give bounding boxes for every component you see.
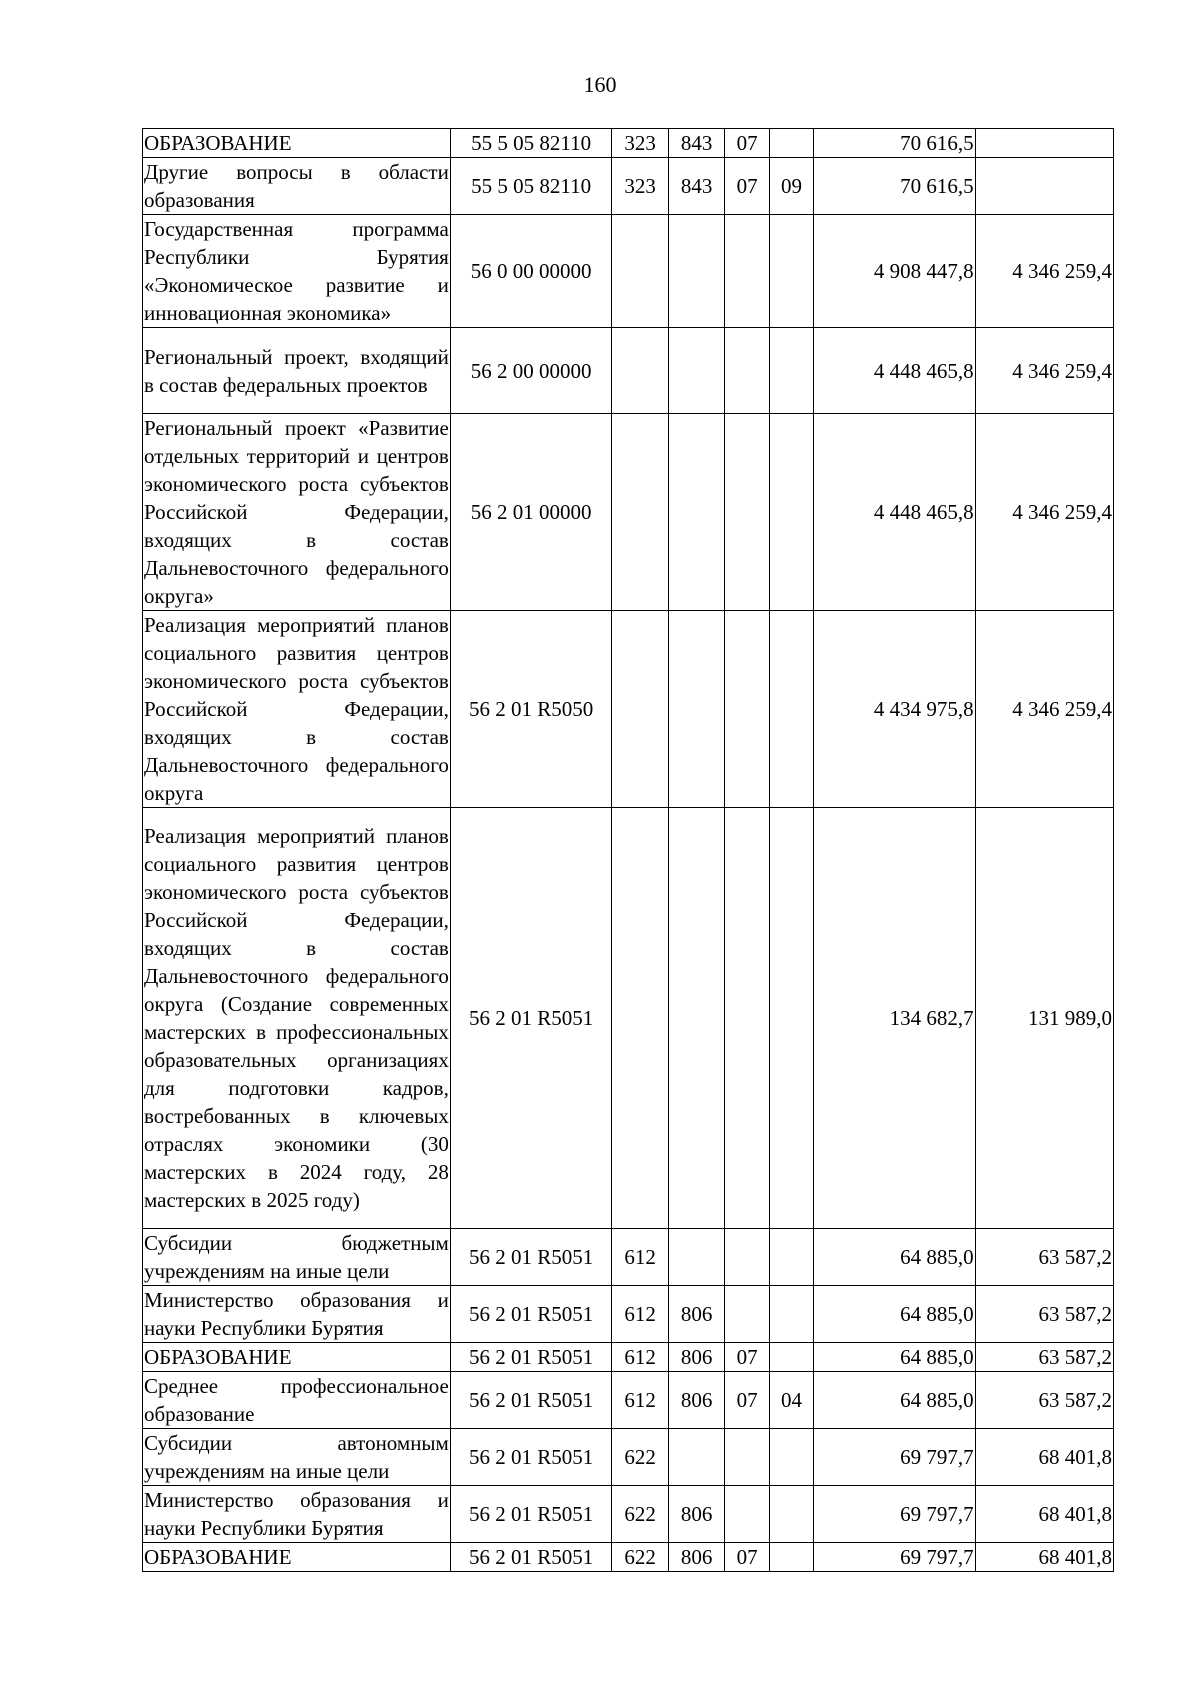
- expense-type-code: [612, 808, 669, 1229]
- subsection-code: [769, 1429, 813, 1486]
- administrator-code: 806: [668, 1343, 725, 1372]
- expense-type-code: 612: [612, 1229, 669, 1286]
- subsection-code: [769, 1543, 813, 1572]
- row-name: Субсидии бюджетным учреждениям на иные цели: [143, 1229, 451, 1286]
- administrator-code: [668, 808, 725, 1229]
- administrator-code: 843: [668, 129, 725, 158]
- target-article-code: 56 2 01 R5051: [450, 808, 611, 1229]
- table-row: [143, 1486, 1114, 1543]
- table-row: [143, 328, 1114, 414]
- target-article-code: 56 2 01 R5051: [450, 1543, 611, 1572]
- target-article-code: 56 2 00 00000: [450, 328, 611, 414]
- amount-year-1: 134 682,7: [814, 808, 975, 1229]
- row-name: ОБРАЗОВАНИЕ: [143, 129, 451, 158]
- amount-year-1: 64 885,0: [814, 1286, 975, 1343]
- table-row: [143, 1543, 1114, 1572]
- amount-year-1: 70 616,5: [814, 158, 975, 215]
- row-name: ОБРАЗОВАНИЕ: [143, 1543, 451, 1572]
- administrator-code: [668, 328, 725, 414]
- amount-year-2: 4 346 259,4: [975, 328, 1113, 414]
- section-code: [725, 1229, 769, 1286]
- administrator-code: 843: [668, 158, 725, 215]
- target-article-code: 56 2 01 R5051: [450, 1429, 611, 1486]
- row-name: Государственная программа Республики Бурятия «Экономическое развитие и инновационная экономика»: [143, 215, 451, 328]
- target-article-code: 56 2 01 R5051: [450, 1343, 611, 1372]
- table-row: [143, 129, 1114, 158]
- page-number: 160: [583, 72, 617, 97]
- subsection-code: [769, 129, 813, 158]
- expense-type-code: [612, 328, 669, 414]
- administrator-code: [668, 1429, 725, 1486]
- administrator-code: [668, 215, 725, 328]
- table-row: [143, 1286, 1114, 1343]
- target-article-code: 55 5 05 82110: [450, 129, 611, 158]
- subsection-code: [769, 1343, 813, 1372]
- subsection-code: [769, 611, 813, 808]
- subsection-code: [769, 328, 813, 414]
- amount-year-1: 4 434 975,8: [814, 611, 975, 808]
- amount-year-2: [975, 129, 1113, 158]
- table-row: [143, 1429, 1114, 1486]
- subsection-code: [769, 1286, 813, 1343]
- expense-type-code: 622: [612, 1486, 669, 1543]
- row-name: Министерство образования и науки Республики Бурятия: [143, 1486, 451, 1543]
- table-row: [143, 158, 1114, 215]
- amount-year-2: 63 587,2: [975, 1372, 1113, 1429]
- amount-year-1: 64 885,0: [814, 1229, 975, 1286]
- target-article-code: 56 2 01 R5051: [450, 1229, 611, 1286]
- section-code: [725, 1486, 769, 1543]
- expense-type-code: 323: [612, 129, 669, 158]
- table-row: [143, 808, 1114, 1229]
- amount-year-1: 4 448 465,8: [814, 414, 975, 611]
- row-name: Региональный проект «Развитие отдельных территорий и центров экономического роста субъектов Российской Федерации, входящих в состав Дальневосточного федерального округа»: [143, 414, 451, 611]
- table-row: [143, 611, 1114, 808]
- amount-year-1: 69 797,7: [814, 1429, 975, 1486]
- expense-type-code: 612: [612, 1286, 669, 1343]
- table-row: [143, 414, 1114, 611]
- expense-type-code: 612: [612, 1372, 669, 1429]
- expense-type-code: 622: [612, 1429, 669, 1486]
- section-code: 07: [725, 1372, 769, 1429]
- amount-year-1: 64 885,0: [814, 1372, 975, 1429]
- section-code: 07: [725, 1343, 769, 1372]
- administrator-code: 806: [668, 1372, 725, 1429]
- amount-year-2: 4 346 259,4: [975, 414, 1113, 611]
- amount-year-2: 63 587,2: [975, 1286, 1113, 1343]
- subsection-code: [769, 414, 813, 611]
- amount-year-1: 69 797,7: [814, 1543, 975, 1572]
- subsection-code: [769, 215, 813, 328]
- amount-year-1: 4 448 465,8: [814, 328, 975, 414]
- subsection-code: [769, 1229, 813, 1286]
- target-article-code: 55 5 05 82110: [450, 158, 611, 215]
- section-code: [725, 808, 769, 1229]
- administrator-code: [668, 611, 725, 808]
- target-article-code: 56 2 01 R5051: [450, 1372, 611, 1429]
- table-body: [143, 129, 1114, 1572]
- table-row: [143, 1229, 1114, 1286]
- amount-year-1: 4 908 447,8: [814, 215, 975, 328]
- row-name: Субсидии автономным учреждениям на иные цели: [143, 1429, 451, 1486]
- subsection-code: 04: [769, 1372, 813, 1429]
- expense-type-code: 323: [612, 158, 669, 215]
- table-row: [143, 1372, 1114, 1429]
- administrator-code: 806: [668, 1543, 725, 1572]
- subsection-code: 09: [769, 158, 813, 215]
- administrator-code: 806: [668, 1486, 725, 1543]
- subsection-code: [769, 808, 813, 1229]
- table-row: [143, 1343, 1114, 1372]
- amount-year-2: 63 587,2: [975, 1229, 1113, 1286]
- amount-year-2: 4 346 259,4: [975, 611, 1113, 808]
- amount-year-2: 4 346 259,4: [975, 215, 1113, 328]
- amount-year-2: 63 587,2: [975, 1343, 1113, 1372]
- amount-year-1: 69 797,7: [814, 1486, 975, 1543]
- budget-table: [142, 128, 1114, 1572]
- target-article-code: 56 2 01 R5051: [450, 1286, 611, 1343]
- subsection-code: [769, 1486, 813, 1543]
- section-code: 07: [725, 158, 769, 215]
- amount-year-1: 64 885,0: [814, 1343, 975, 1372]
- target-article-code: 56 2 01 00000: [450, 414, 611, 611]
- target-article-code: 56 2 01 R5051: [450, 1486, 611, 1543]
- row-name: Другие вопросы в области образования: [143, 158, 451, 215]
- amount-year-1: 70 616,5: [814, 129, 975, 158]
- target-article-code: 56 2 01 R5050: [450, 611, 611, 808]
- administrator-code: [668, 414, 725, 611]
- section-code: [725, 611, 769, 808]
- amount-year-2: 131 989,0: [975, 808, 1113, 1229]
- section-code: [725, 215, 769, 328]
- expense-type-code: [612, 215, 669, 328]
- expense-type-code: 612: [612, 1343, 669, 1372]
- section-code: 07: [725, 1543, 769, 1572]
- administrator-code: 806: [668, 1286, 725, 1343]
- row-name: Реализация мероприятий планов социального развития центров экономического роста субъектов Российской Федерации, входящих в состав Дальневосточного федерального округа: [143, 611, 451, 808]
- section-code: [725, 414, 769, 611]
- row-name: Министерство образования и науки Республики Бурятия: [143, 1286, 451, 1343]
- row-name: Реализация мероприятий планов социального развития центров экономического роста субъектов Российской Федерации, входящих в состав Дальневосточного федерального округа (Создание современных мастерских в профессиональных образовательных организациях для подготовки кадров, востребованных в ключевых отраслях экономики (30 мастерских в 2024 году, 28 мастерских в 2025 году): [143, 808, 451, 1229]
- row-name: Среднее профессиональное образование: [143, 1372, 451, 1429]
- section-code: 07: [725, 129, 769, 158]
- section-code: [725, 1286, 769, 1343]
- expense-type-code: [612, 611, 669, 808]
- amount-year-2: 68 401,8: [975, 1429, 1113, 1486]
- administrator-code: [668, 1229, 725, 1286]
- table-row: [143, 215, 1114, 328]
- section-code: [725, 1429, 769, 1486]
- amount-year-2: 68 401,8: [975, 1486, 1113, 1543]
- row-name: ОБРАЗОВАНИЕ: [143, 1343, 451, 1372]
- expense-type-code: 622: [612, 1543, 669, 1572]
- amount-year-2: 68 401,8: [975, 1543, 1113, 1572]
- target-article-code: 56 0 00 00000: [450, 215, 611, 328]
- amount-year-2: [975, 158, 1113, 215]
- expense-type-code: [612, 414, 669, 611]
- row-name: Региональный проект, входящий в состав федеральных проектов: [143, 328, 451, 414]
- section-code: [725, 328, 769, 414]
